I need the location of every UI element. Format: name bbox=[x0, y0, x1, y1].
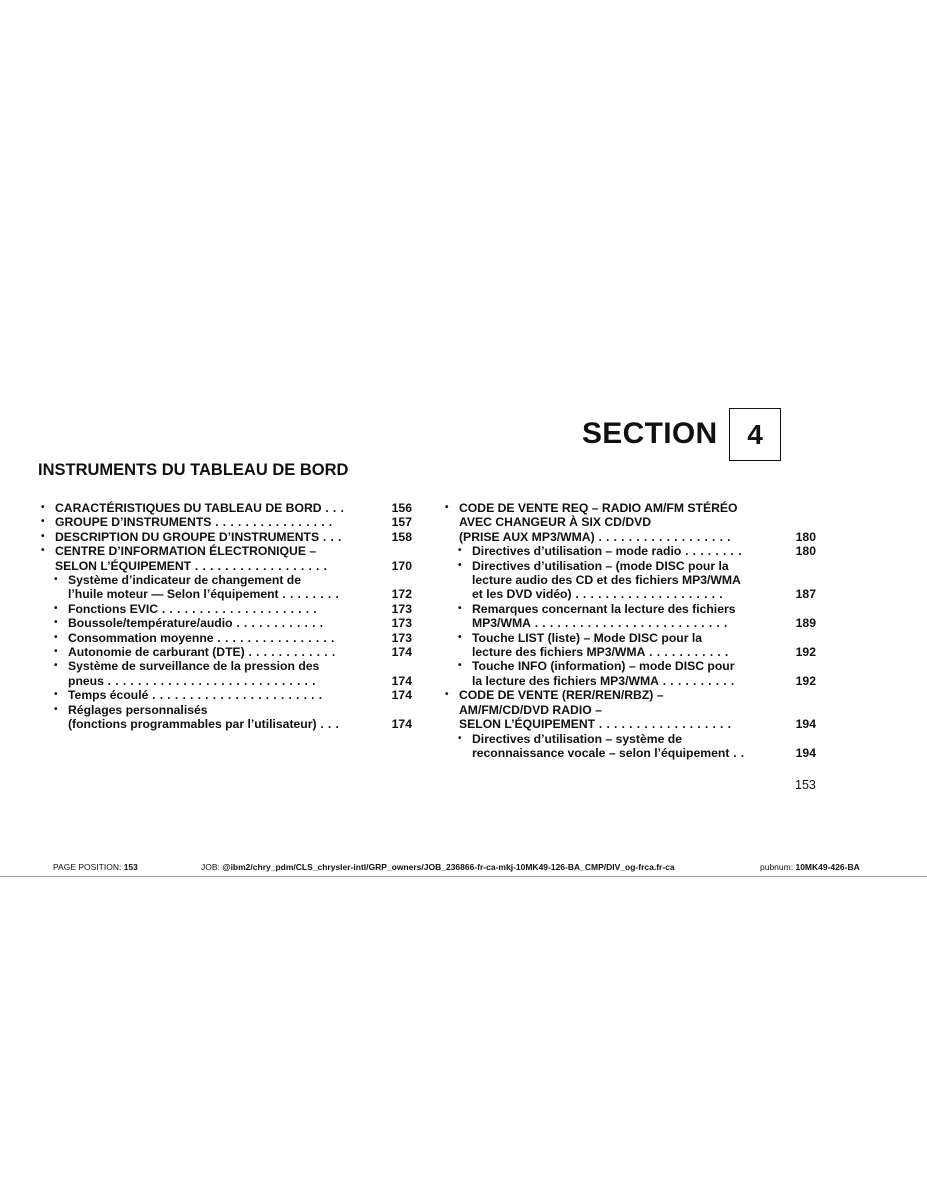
bullet-icon: • bbox=[41, 502, 45, 513]
toc-page-number: 172 bbox=[391, 587, 412, 602]
toc-leader-dots: . . . . . . . . . . . . . . . . . . . . bbox=[571, 587, 724, 602]
toc-entry-line-text: Touche INFO (information) – mode DISC pour bbox=[472, 659, 735, 674]
toc-entry bbox=[444, 501, 816, 544]
toc-entry-line bbox=[68, 703, 366, 717]
toc-entry-line bbox=[459, 501, 770, 515]
table-of-contents-left bbox=[40, 501, 412, 732]
toc-entry-line-text: SELON L’ÉQUIPEMENT bbox=[459, 717, 596, 732]
toc-leader-dots: . . . . . . . . . . . . . . . . . . . . . . . bbox=[148, 688, 323, 703]
toc-entry-line-text: GROUPE D’INSTRUMENTS bbox=[55, 515, 212, 530]
bullet-icon: • bbox=[54, 574, 58, 586]
toc-entry-line-text: (PRISE AUX MP3/WMA) bbox=[459, 529, 595, 544]
section-number-box: 4 bbox=[729, 408, 781, 461]
toc-page-number: 173 bbox=[391, 601, 412, 616]
bullet-icon: • bbox=[41, 545, 45, 557]
toc-entry-line bbox=[472, 587, 770, 601]
footer-position-value: 153 bbox=[123, 862, 138, 872]
toc-entry-line bbox=[472, 659, 770, 673]
toc-entry-line bbox=[472, 573, 770, 587]
page-number: 153 bbox=[795, 778, 816, 792]
toc-entry bbox=[40, 645, 412, 659]
bullet-icon: • bbox=[41, 516, 45, 528]
toc-entry-line bbox=[459, 515, 770, 529]
toc-entry-title bbox=[40, 659, 412, 688]
toc-entry-line bbox=[68, 645, 366, 659]
toc-entry-title bbox=[40, 616, 412, 630]
toc-entry bbox=[40, 688, 412, 702]
toc-leader-dots: . . . . . . . . bbox=[681, 544, 742, 559]
toc-entry-line-text: AM/FM/CD/DVD RADIO – bbox=[459, 702, 602, 717]
toc-entry-line bbox=[55, 501, 366, 515]
toc-entry bbox=[444, 732, 816, 761]
toc-entry-line bbox=[472, 746, 770, 760]
toc-entry-line bbox=[55, 544, 366, 558]
bullet-icon: • bbox=[54, 602, 58, 614]
toc-entry-line bbox=[68, 688, 366, 702]
toc-entry-line bbox=[459, 717, 770, 731]
toc-entry-line-text: Système d’indicateur de changement de bbox=[68, 573, 301, 588]
chapter-title: INSTRUMENTS DU TABLEAU DE BORD bbox=[38, 461, 349, 479]
toc-entry-title bbox=[40, 544, 412, 573]
toc-entry-line-text: CODE DE VENTE (RER/REN/RBZ) – bbox=[459, 688, 664, 703]
toc-entry-line-text: lecture audio des CD et des fichiers MP3/WMA bbox=[472, 573, 741, 588]
footer-pubnum bbox=[760, 862, 860, 873]
toc-entry-line bbox=[68, 659, 366, 673]
bullet-icon: • bbox=[54, 703, 58, 715]
toc-entry-line-text: et les DVD vidéo) bbox=[472, 587, 572, 602]
toc-entry-line-text: Réglages personnalisés bbox=[68, 702, 208, 717]
toc-entry-line-text: Fonctions EVIC bbox=[68, 601, 159, 616]
toc-entry-line-text: Consommation moyenne bbox=[68, 630, 214, 645]
footer-job-label: JOB: bbox=[201, 862, 220, 872]
toc-entry-title bbox=[40, 703, 412, 732]
toc-entry-title bbox=[40, 573, 412, 602]
toc-page-number: 174 bbox=[391, 645, 412, 660]
bullet-icon: • bbox=[445, 502, 449, 513]
toc-page-number: 180 bbox=[795, 544, 816, 559]
toc-entry bbox=[40, 530, 412, 544]
toc-entry-line-text: DESCRIPTION DU GROUPE D’INSTRUMENTS bbox=[55, 529, 320, 544]
toc-entry-line bbox=[472, 602, 770, 616]
toc-page-number: 180 bbox=[795, 529, 816, 544]
toc-entry-line-text: Système de surveillance de la pression des bbox=[68, 659, 320, 674]
toc-entry-line bbox=[55, 515, 366, 529]
footer-pubnum-label: pubnum: bbox=[760, 862, 794, 872]
toc-page-number: 174 bbox=[391, 717, 412, 732]
toc-entry-line bbox=[55, 559, 366, 573]
toc-entry-title bbox=[40, 501, 412, 515]
toc-entry-line-text: Remarques concernant la lecture des fichiers bbox=[472, 601, 736, 616]
toc-entry-title bbox=[444, 544, 816, 558]
toc-entry-line bbox=[472, 559, 770, 573]
toc-entry bbox=[444, 602, 816, 631]
toc-leader-dots: . . . . . . . . . . bbox=[658, 673, 735, 688]
toc-entry-line-text: (fonctions programmables par l’utilisateur) bbox=[68, 717, 317, 732]
toc-entry-title bbox=[444, 501, 816, 544]
toc-entry-line bbox=[68, 674, 366, 688]
toc-entry-title bbox=[444, 602, 816, 631]
toc-page-number: 157 bbox=[391, 515, 412, 530]
toc-leader-dots: . . . . . . . . bbox=[278, 587, 340, 602]
toc-leader-dots: . . . . . . . . . . . . . . . . . . bbox=[595, 717, 732, 732]
footer-pubnum-value: 10MK49-426-BA bbox=[795, 862, 860, 872]
bullet-icon: • bbox=[458, 602, 462, 614]
toc-entry-line-text: pneus bbox=[68, 673, 104, 688]
toc-entry bbox=[40, 703, 412, 732]
toc-entry bbox=[40, 573, 412, 602]
footer-position-label: PAGE POSITION: bbox=[53, 862, 122, 872]
toc-leader-dots: . . . . . . . . . . . . bbox=[232, 616, 324, 631]
bullet-icon: • bbox=[445, 689, 449, 701]
toc-entry bbox=[40, 631, 412, 645]
toc-leader-dots: . . . . . . . . . . . . . . . . . . . . . bbox=[158, 601, 318, 616]
toc-entry bbox=[40, 501, 412, 515]
toc-entry bbox=[40, 515, 412, 529]
toc-entry-title bbox=[40, 688, 412, 702]
bullet-icon: • bbox=[458, 732, 462, 744]
toc-entry-line-text: reconnaissance vocale – selon l’équipement bbox=[472, 745, 730, 760]
toc-entry-line bbox=[68, 587, 366, 601]
toc-entry bbox=[444, 688, 816, 731]
bullet-icon: • bbox=[54, 689, 58, 701]
toc-entry-line bbox=[472, 732, 770, 746]
toc-entry bbox=[444, 559, 816, 602]
bullet-icon: • bbox=[458, 559, 462, 571]
bullet-icon: • bbox=[54, 631, 58, 643]
toc-entry-line bbox=[472, 544, 770, 558]
toc-page-number: 158 bbox=[391, 529, 412, 544]
toc-leader-dots: . . bbox=[729, 745, 745, 760]
toc-entry bbox=[444, 544, 816, 558]
toc-leader-dots: . . . . . . . . . . . . . . . . . . . . . . . . . . bbox=[530, 616, 728, 631]
toc-entry bbox=[444, 631, 816, 660]
toc-leader-dots: . . . . . . . . . . . . . . . . . . bbox=[191, 558, 328, 573]
toc-page-number: 156 bbox=[391, 501, 412, 515]
toc-leader-dots: . . . . . . . . . . . . . . . . bbox=[213, 630, 335, 645]
toc-entry-line-text: la lecture des fichiers MP3/WMA bbox=[472, 673, 659, 688]
toc-page-number: 187 bbox=[795, 587, 816, 602]
toc-entry-line bbox=[472, 674, 770, 688]
bullet-icon: • bbox=[54, 617, 58, 629]
toc-page-number: 174 bbox=[391, 688, 412, 703]
toc-entry-line-text: CENTRE D’INFORMATION ÉLECTRONIQUE – bbox=[55, 544, 317, 559]
toc-entry-line-text: SELON L’ÉQUIPEMENT bbox=[55, 558, 192, 573]
toc-entry bbox=[40, 616, 412, 630]
toc-entry-line-text: Directives d’utilisation – (mode DISC pour la bbox=[472, 558, 729, 573]
footer-divider bbox=[0, 876, 927, 877]
toc-page-number: 194 bbox=[795, 717, 816, 732]
footer-job-value: @ibm2/chry_pdm/CLS_chrysler-intl/GRP_owners/JOB_236866-fr-ca-mkj-10MK49-126-BA_CMP/DIV_og-frca.fr-ca bbox=[222, 862, 675, 872]
toc-entry-line-text: lecture des fichiers MP3/WMA bbox=[472, 645, 646, 660]
toc-entry-title bbox=[444, 631, 816, 660]
footer-job bbox=[201, 862, 675, 873]
toc-entry-line bbox=[459, 703, 770, 717]
toc-entry-line bbox=[68, 631, 366, 645]
toc-entry-line bbox=[472, 616, 770, 630]
toc-entry-title bbox=[40, 645, 412, 659]
toc-page-number: 170 bbox=[391, 558, 412, 573]
toc-leader-dots: . . . . . . . . . . . . . . . . . . . . . . . . . . . . bbox=[103, 673, 316, 688]
toc-leader-dots: . . . bbox=[319, 529, 342, 544]
toc-entry-line-text: l’huile moteur — Selon l’équipement bbox=[68, 587, 279, 602]
toc-entry bbox=[444, 659, 816, 688]
toc-entry bbox=[40, 602, 412, 616]
toc-entry-line bbox=[68, 573, 366, 587]
section-heading: SECTION bbox=[582, 417, 718, 450]
toc-entry-title bbox=[40, 515, 412, 529]
bullet-icon: • bbox=[458, 631, 462, 643]
bullet-icon: • bbox=[54, 660, 58, 672]
toc-page-number: 173 bbox=[391, 616, 412, 631]
toc-entry-title bbox=[40, 602, 412, 616]
toc-leader-dots: . . . bbox=[321, 501, 345, 515]
bullet-icon: • bbox=[54, 646, 58, 658]
toc-entry-title bbox=[40, 530, 412, 544]
toc-entry-line bbox=[459, 688, 770, 702]
toc-entry-line-text: Boussole/température/audio bbox=[68, 616, 233, 631]
toc-entry-line bbox=[459, 530, 770, 544]
toc-entry-line bbox=[55, 530, 366, 544]
toc-leader-dots: . . . . . . . . . . . . bbox=[244, 645, 336, 660]
table-of-contents-right bbox=[444, 501, 816, 760]
toc-entry-title bbox=[444, 688, 816, 731]
bullet-icon: • bbox=[41, 530, 45, 542]
toc-entry-line bbox=[68, 602, 366, 616]
toc-page-number: 174 bbox=[391, 673, 412, 688]
toc-entry-line bbox=[472, 631, 770, 645]
bullet-icon: • bbox=[458, 660, 462, 672]
toc-entry bbox=[40, 659, 412, 688]
toc-page-number: 189 bbox=[795, 616, 816, 631]
toc-page-number: 192 bbox=[795, 645, 816, 660]
toc-entry-line-text: Autonomie de carburant (DTE) bbox=[68, 645, 245, 660]
toc-entry bbox=[40, 544, 412, 573]
toc-page-number: 173 bbox=[391, 630, 412, 645]
toc-entry-title bbox=[444, 659, 816, 688]
toc-leader-dots: . . . . . . . . . . . bbox=[645, 645, 729, 660]
toc-entry-line-text: MP3/WMA bbox=[472, 616, 531, 631]
toc-leader-dots: . . . bbox=[316, 717, 340, 732]
toc-entry-title bbox=[444, 559, 816, 602]
toc-entry-line bbox=[68, 717, 366, 731]
footer-page-position bbox=[53, 862, 138, 873]
toc-entry-line-text: Directives d’utilisation – mode radio bbox=[472, 544, 682, 559]
toc-entry-line-text: Directives d’utilisation – système de bbox=[472, 731, 682, 746]
toc-entry-line-text: CODE DE VENTE REQ – RADIO AM/FM STÉRÉO bbox=[459, 501, 738, 515]
toc-entry-line bbox=[472, 645, 770, 659]
toc-entry-title bbox=[40, 631, 412, 645]
toc-entry-line-text: Touche LIST (liste) – Mode DISC pour la bbox=[472, 630, 702, 645]
bullet-icon: • bbox=[458, 545, 462, 557]
toc-leader-dots: . . . . . . . . . . . . . . . . . . bbox=[594, 529, 731, 544]
toc-page-number: 192 bbox=[795, 673, 816, 688]
toc-entry-line bbox=[68, 616, 366, 630]
toc-entry-line-text: AVEC CHANGEUR À SIX CD/DVD bbox=[459, 515, 652, 530]
toc-leader-dots: . . . . . . . . . . . . . . . . bbox=[211, 515, 333, 530]
toc-page-number: 194 bbox=[795, 745, 816, 760]
toc-entry-title bbox=[444, 732, 816, 761]
toc-entry-line-text: Temps écoulé bbox=[68, 688, 149, 703]
toc-entry-line-text: CARACTÉRISTIQUES DU TABLEAU DE BORD bbox=[55, 501, 322, 515]
